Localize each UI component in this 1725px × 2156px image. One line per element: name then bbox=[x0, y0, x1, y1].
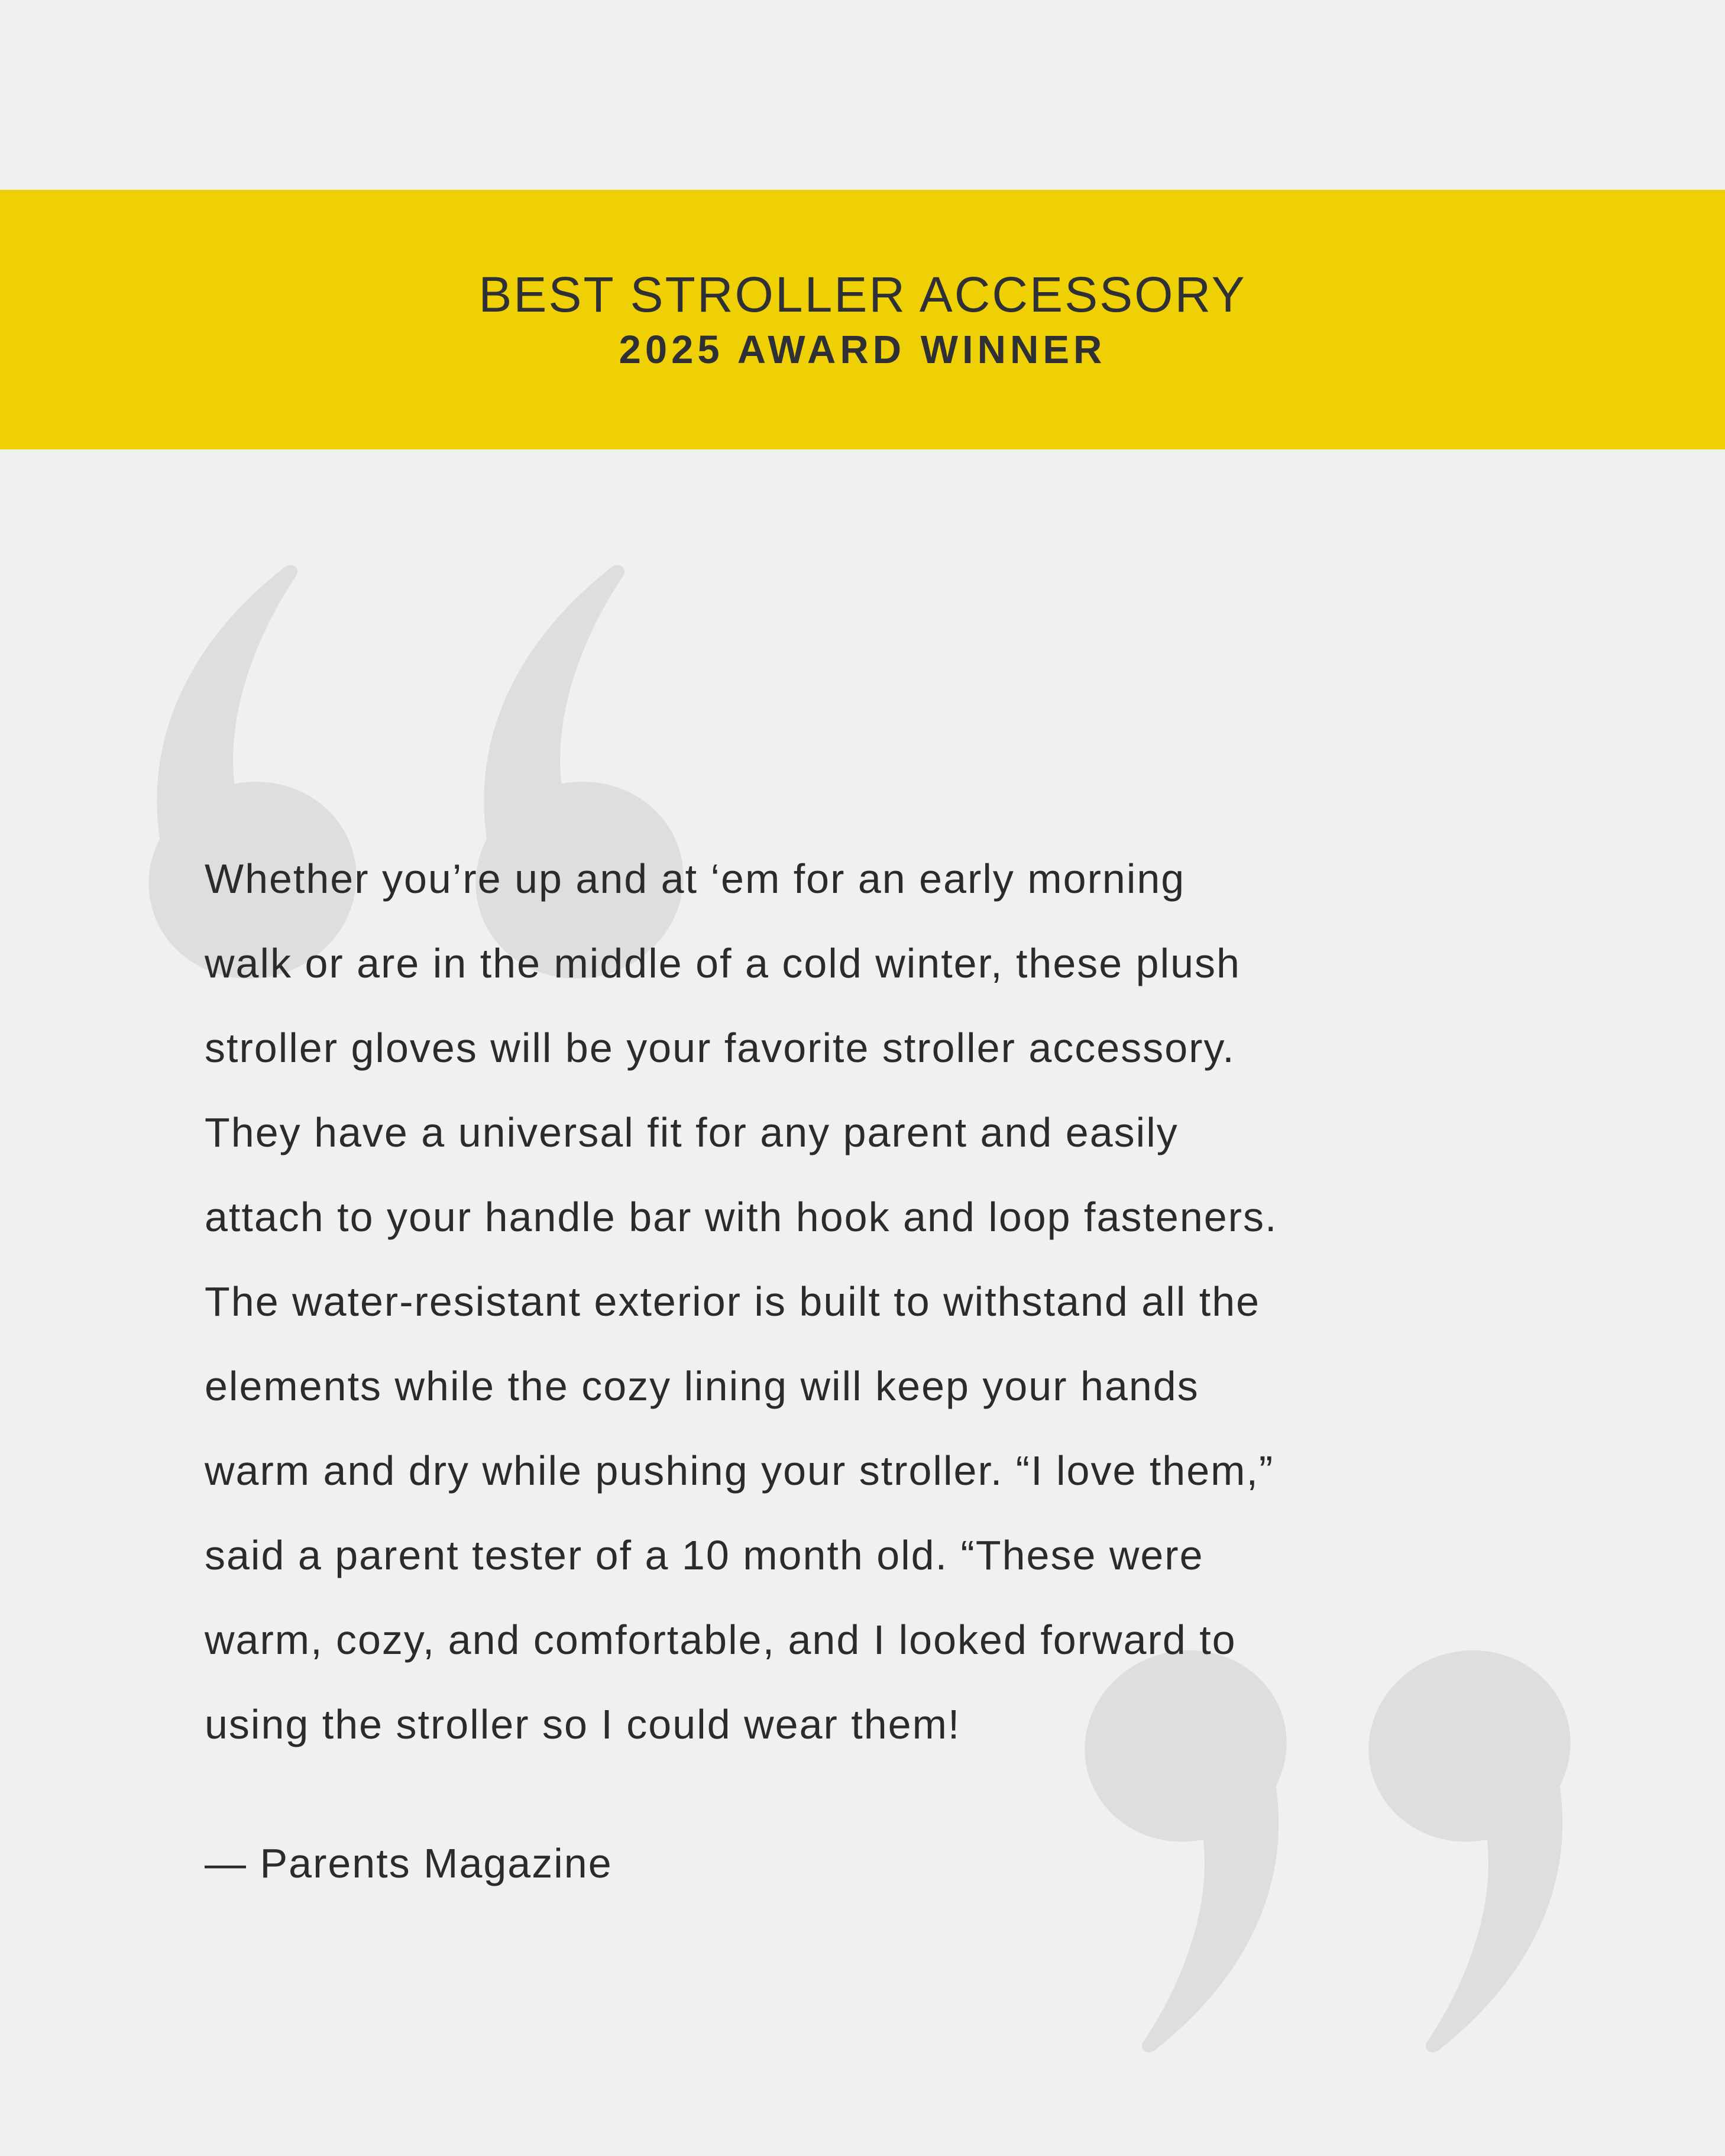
quote-line: attach to your handle bar with hook and loop fasteners. bbox=[205, 1194, 1278, 1240]
award-banner bbox=[0, 190, 1725, 449]
quote-line: walk or are in the middle of a cold winter, these plush bbox=[205, 940, 1241, 986]
quote-line: The water-resistant exterior is built to withstand all the bbox=[205, 1278, 1261, 1325]
award-year-subtitle: 2025 AWARD WINNER bbox=[619, 328, 1106, 372]
quote-line: warm and dry while pushing your stroller. “I love them,” bbox=[205, 1448, 1274, 1494]
quote-line: elements while the cozy lining will keep your hands bbox=[205, 1363, 1199, 1409]
quote-line: said a parent tester of a 10 month old. “These were bbox=[205, 1532, 1204, 1578]
quote-line: They have a universal fit for any parent and easily bbox=[205, 1109, 1179, 1155]
award-category-title: BEST STROLLER ACCESSORY bbox=[478, 267, 1247, 322]
testimonial-quote bbox=[205, 837, 1277, 1906]
quote-line: stroller gloves will be your favorite stroller accessory. bbox=[205, 1025, 1235, 1071]
quote-attribution: — Parents Magazine bbox=[205, 1840, 613, 1886]
quote-line: using the stroller so I could wear them! bbox=[205, 1701, 961, 1747]
quote-line: warm, cozy, and comfortable, and I looked forward to bbox=[205, 1617, 1237, 1663]
quote-line: Whether you’re up and at ‘em for an early morning bbox=[205, 856, 1186, 902]
